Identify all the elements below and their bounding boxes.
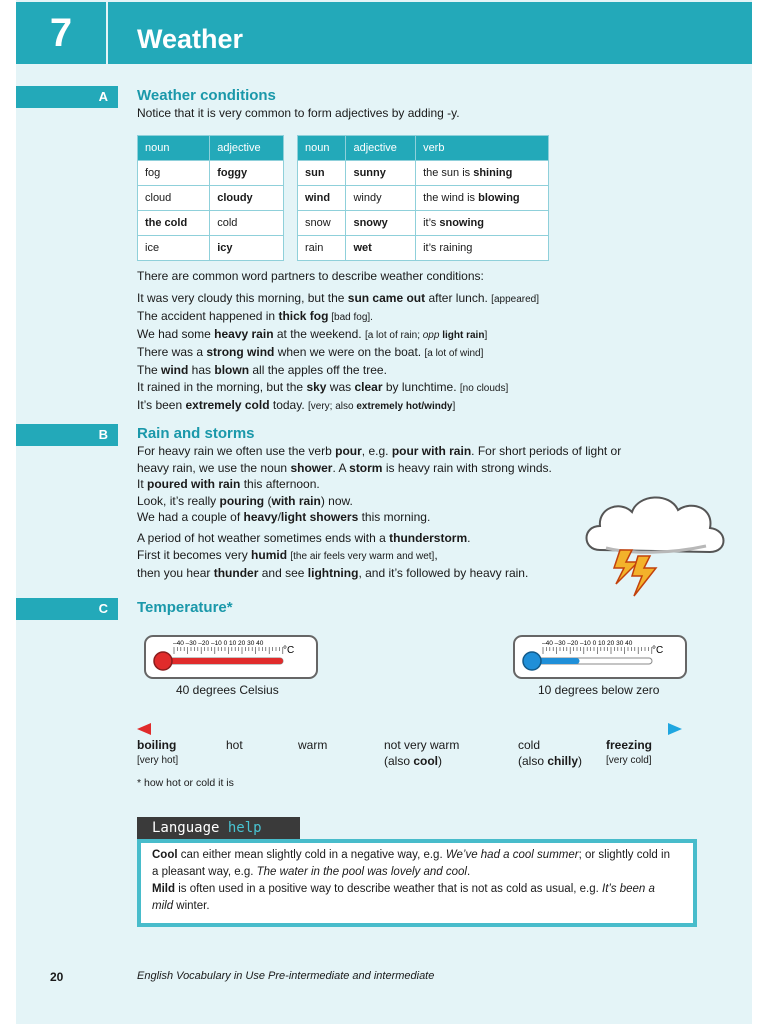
example-line: It rained in the morning, but the sky was clear by lunchtime. [no clouds] xyxy=(137,380,509,394)
table-cell: wind xyxy=(298,186,346,211)
temperature-scale-arrow xyxy=(137,720,682,738)
example-line: We had some heavy rain at the weekend. [a lot of rain; opp light rain] xyxy=(137,327,488,341)
lightning-bolt-icon xyxy=(632,556,656,596)
section-a-title: Weather conditions xyxy=(137,87,276,104)
scale-item-boiling: boiling [very hot] xyxy=(137,738,179,766)
scale-item-hot: hot xyxy=(226,738,243,752)
noun-adjective-verb-table xyxy=(297,135,549,261)
table-cell: the wind is blowing xyxy=(416,186,549,211)
table-cell: snow xyxy=(298,211,346,236)
table-header: verb xyxy=(416,136,549,161)
page-number: 20 xyxy=(50,970,64,984)
table-cell: icy xyxy=(210,236,284,261)
table-header: adjective xyxy=(210,136,284,161)
section-b-title: Rain and storms xyxy=(137,425,255,442)
table-cell: windy xyxy=(346,186,416,211)
table-row xyxy=(138,161,284,186)
noun-adjective-table xyxy=(137,135,284,261)
thunderstorm-cloud-icon xyxy=(580,488,730,606)
example-line: It’s been extremely cold today. [very; also extremely hot/windy] xyxy=(137,398,456,412)
thermometer-scale: –40 –30 –20 –10 0 10 20 30 40 xyxy=(542,640,633,647)
example-line: There was a strong wind when we were on the boat. [a lot of wind] xyxy=(137,345,484,359)
table-cell: foggy xyxy=(210,161,284,186)
table-cell: it’s snowing xyxy=(416,211,549,236)
table-cell: fog xyxy=(138,161,210,186)
hot-arrowhead xyxy=(137,723,151,735)
word-partners-intro: There are common word partners to describe weather conditions: xyxy=(137,269,484,283)
table-cell: it’s raining xyxy=(416,236,549,261)
unit-number: 7 xyxy=(16,2,108,64)
section-c-marker: C xyxy=(16,598,118,620)
table-cell: ice xyxy=(138,236,210,261)
example-line: It was very cloudy this morning, but the sun came out after lunch. [appeared] xyxy=(137,291,539,305)
section-a-marker: A xyxy=(16,86,118,108)
section-c-title: Temperature* xyxy=(137,599,233,616)
scale-item-cold: cold (also chilly) xyxy=(518,738,583,768)
hot-thermometer xyxy=(143,634,320,682)
table-cell: sun xyxy=(298,161,346,186)
unit-header xyxy=(16,2,752,64)
table-row xyxy=(298,236,549,261)
table-cell: wet xyxy=(346,236,416,261)
scale-item-warm: warm xyxy=(298,738,328,752)
unit-label: °C xyxy=(652,645,664,656)
example-line: The wind has blown all the apples off the tree. xyxy=(137,363,387,377)
example-line: The accident happened in thick fog [bad fog]. xyxy=(137,309,373,323)
scale-item-freezing: freezing [very cold] xyxy=(606,738,653,766)
thermometer-fill xyxy=(167,658,283,664)
unit-title: Weather xyxy=(137,24,244,54)
table-cell: rain xyxy=(298,236,346,261)
unit-label: °C xyxy=(283,645,295,656)
table-cell: the cold xyxy=(138,211,210,236)
table-cell: the sun is shining xyxy=(416,161,549,186)
table-cell: sunny xyxy=(346,161,416,186)
table-row xyxy=(138,236,284,261)
cold-thermometer-caption: 10 degrees below zero xyxy=(538,683,660,697)
section-b-marker: B xyxy=(16,424,118,446)
table-row xyxy=(298,186,549,211)
table-row xyxy=(298,161,549,186)
thunderstorm-text: A period of hot weather sometimes ends with a thunderstorm. First it becomes very humid [the air feels very warm and wet], then you hear thunder and see lightning, and it’s followed by heavy rain. xyxy=(137,531,529,580)
thermometer-fill xyxy=(536,658,580,664)
book-title-footer: English Vocabulary in Use Pre-intermediate and intermediate xyxy=(137,970,435,982)
section-a-intro: Notice that it is very common to form adjectives by adding -y. xyxy=(137,106,460,120)
table-cell: cloudy xyxy=(210,186,284,211)
cold-arrowhead xyxy=(668,723,682,735)
table-row xyxy=(138,186,284,211)
language-help-text: Cool can either mean slightly cold in a negative way, e.g. We’ve had a cool summer; or slightly cold in a pleasant way, e.g. The water in the pool was lovely and cool. Mild is often used in a positive way to describe weather that is not as cold as usual, e.g. It’s been a mild winter. xyxy=(152,849,670,912)
word-partner-examples xyxy=(137,290,539,415)
table-row xyxy=(298,211,549,236)
table-cell: cold xyxy=(210,211,284,236)
temperature-footnote: * how hot or cold it is xyxy=(137,777,234,789)
table-header: noun xyxy=(138,136,210,161)
table-cell: snowy xyxy=(346,211,416,236)
cold-thermometer xyxy=(512,634,689,682)
thermometer-bulb xyxy=(154,652,172,670)
table-row xyxy=(138,211,284,236)
table-header: noun xyxy=(298,136,346,161)
thermometer-scale: –40 –30 –20 –10 0 10 20 30 40 xyxy=(173,640,264,647)
table-cell: cloud xyxy=(138,186,210,211)
table-header: adjective xyxy=(346,136,416,161)
language-help-tab: Language help xyxy=(137,817,300,839)
rain-storms-text: For heavy rain we often use the verb pour, e.g. pour with rain. For short periods of light or heavy rain, we use the noun shower. A storm is heavy rain with strong winds. It poured with rain this afternoon. Look, it’s really pouring (with rain) now. We had a couple of heavy/light showers this morning. xyxy=(137,444,622,524)
scale-item-not-very-warm: not very warm (also cool) xyxy=(384,738,460,768)
language-help-box xyxy=(137,839,697,927)
hot-thermometer-caption: 40 degrees Celsius xyxy=(176,683,279,697)
thermometer-bulb xyxy=(523,652,541,670)
